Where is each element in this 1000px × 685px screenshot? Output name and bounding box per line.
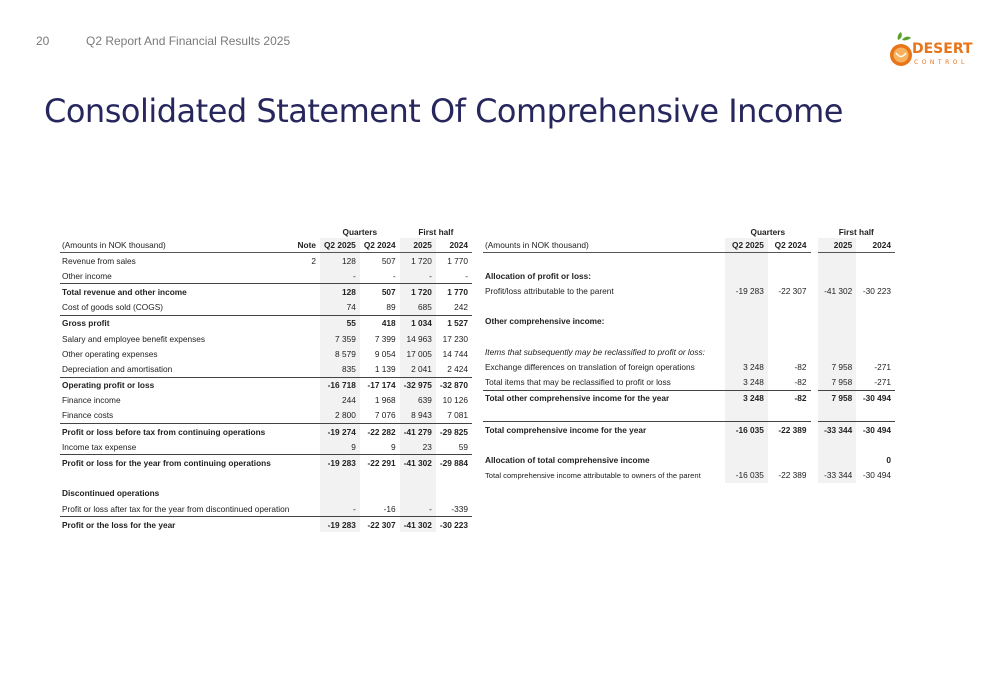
income-statement-table [60,225,472,532]
table-row [483,468,895,483]
value-h1-2025: 1 034 [400,315,436,331]
value-h1-2024: -29 884 [436,455,472,471]
value-q2-2024 [768,437,811,452]
value-q2-2025 [725,329,768,344]
report-title: Q2 Report And Financial Results 2025 [86,34,291,48]
row-label: Depreciation and amortisation [62,363,173,374]
table-row [483,390,895,406]
value-h1-2024: -30 494 [856,390,895,406]
value-q2-2024 [768,344,811,359]
comprehensive-income-table [483,225,895,483]
value-h1-2025: - [400,268,436,284]
row-label: Finance costs [62,410,114,421]
value-h1-2025: 639 [400,393,436,408]
row-label: Profit or loss for the year from continuing operations [60,455,293,471]
row-note [293,268,320,284]
value-h1-2024: -32 870 [436,377,472,393]
row-note [293,408,320,424]
table-row [60,471,472,486]
page-header [36,34,290,48]
column-gap [811,253,818,269]
row-label: Gross profit [60,315,293,331]
value-q2-2025: 244 [320,393,360,408]
value-q2-2025: -19 283 [320,455,360,471]
row-label: Total other comprehensive income for the year [483,390,725,406]
value-q2-2024: -22 389 [778,470,807,481]
value-q2-2025: 128 [320,253,360,269]
column-gap [811,452,818,467]
table-row [60,315,472,331]
value-h1-2025: 685 [400,300,436,316]
value-q2-2024: -82 [794,377,807,388]
row-label: Total comprehensive income for the year [483,422,725,438]
group-first-half: First half [418,226,454,237]
value-q2-2024 [768,253,811,269]
value-q2-2024 [768,452,811,467]
value-q2-2024: 1 968 [374,395,396,406]
value-q2-2025: -19 283 [725,283,768,298]
value-q2-2025: -16 035 [725,422,768,438]
column-gap [811,468,818,483]
column-gap [811,314,818,329]
value-h1-2025 [818,253,857,269]
row-note [293,439,320,455]
value-q2-2025 [725,299,768,314]
value-q2-2024: -22 291 [360,455,400,471]
value-q2-2025: 7 359 [320,331,360,346]
value-h1-2025: - [400,501,436,517]
row-label [483,329,725,344]
table-row [483,268,895,283]
value-q2-2025: 2 800 [320,408,360,424]
column-gap [811,299,818,314]
value-h1-2025: -33 344 [818,422,857,438]
value-h1-2024: 0 [886,455,891,466]
value-h1-2024 [856,406,895,422]
value-h1-2024: 1 770 [436,284,472,300]
table-row [483,452,895,467]
value-h1-2024: -30 494 [856,422,895,438]
value-h1-2025: -32 975 [400,377,436,393]
value-h1-2024 [856,344,895,359]
value-h1-2025: 7 958 [818,390,857,406]
row-label [483,437,725,452]
value-h1-2024: 1 527 [436,315,472,331]
row-note [293,346,320,361]
value-q2-2024 [768,268,811,283]
value-h1-2024: 59 [458,441,468,452]
table-row [483,406,895,422]
table-row [60,393,472,408]
value-h1-2025 [400,486,436,501]
value-h1-2024: 7 081 [447,410,468,421]
value-h1-2025: 7 958 [818,375,857,391]
value-h1-2025 [818,437,857,452]
row-note [293,501,320,517]
table-row [483,344,895,359]
value-q2-2025 [725,268,768,283]
column-gap [811,390,818,406]
row-note [293,377,320,393]
row-label: Allocation of total comprehensive income [485,455,650,466]
table-row [483,437,895,452]
table-row [60,517,472,533]
value-q2-2024: -82 [794,361,807,372]
table-row [60,346,472,361]
value-q2-2025: 128 [320,284,360,300]
value-q2-2025: -16 035 [725,468,768,483]
column-gap [811,344,818,359]
value-h1-2025: 8 943 [400,408,436,424]
row-label: Salary and employee benefit expenses [62,333,205,344]
value-h1-2024 [856,253,895,269]
table-row [483,329,895,344]
value-q2-2024: -16 [383,503,396,514]
value-h1-2024: -29 825 [436,424,472,440]
value-h1-2025 [818,329,857,344]
value-q2-2025 [725,344,768,359]
value-q2-2024 [768,329,811,344]
row-label: Profit/loss attributable to the parent [485,285,614,296]
value-q2-2025 [725,437,768,452]
col-header-q2-2024: Q2 2024 [768,238,811,253]
value-q2-2024: -22 307 [360,517,400,533]
row-label: Other operating expenses [62,348,158,359]
value-q2-2024: 9 054 [374,348,396,359]
value-h1-2024 [856,437,895,452]
table-row [60,408,472,424]
table-row [60,424,472,440]
col-header-h1-2024: 2024 [436,238,472,253]
value-q2-2024: 9 [391,441,396,452]
value-q2-2025: 3 248 [725,390,768,406]
column-gap [811,329,818,344]
column-gap [811,359,818,374]
value-q2-2025 [320,471,360,486]
value-q2-2025 [725,253,768,269]
group-quarters: Quarters [750,226,786,237]
row-label: Total items that may be reclassified to profit or loss [485,377,671,388]
value-q2-2025: -19 274 [320,424,360,440]
table-row [483,299,895,314]
group-first-half: First half [838,226,874,237]
value-h1-2024: -30 494 [862,470,891,481]
value-h1-2024 [856,268,895,283]
value-q2-2024: -22 307 [778,285,807,296]
row-label: Total revenue and other income [60,284,293,300]
value-h1-2024: 1 770 [447,255,468,266]
value-h1-2025: 1 720 [400,284,436,300]
table-row [60,253,472,269]
row-label: Income tax expense [62,441,137,452]
row-note [293,300,320,316]
value-q2-2024: 507 [381,255,396,266]
value-h1-2025: 2 041 [400,361,436,377]
row-note: 2 [311,255,316,266]
table-row [483,283,895,298]
value-q2-2024: -22 389 [768,422,811,438]
value-h1-2025: 1 720 [400,253,436,269]
value-q2-2024: 507 [360,284,400,300]
value-h1-2024 [856,329,895,344]
row-label: Revenue from sales [62,255,136,266]
value-h1-2024: -30 223 [436,517,472,533]
column-gap [811,283,818,298]
value-h1-2024: - [465,270,468,281]
value-q2-2025: 9 [320,439,360,455]
row-label: Profit or loss after tax for the year from discontinued operation [62,503,290,514]
row-label: Discontinued operations [62,488,160,499]
value-h1-2024: 17 230 [442,333,468,344]
row-note [293,424,320,440]
value-q2-2024 [768,299,811,314]
column-gap [811,406,818,422]
row-note [293,315,320,331]
table-row [60,361,472,377]
value-h1-2025: -41 302 [400,455,436,471]
value-h1-2024: -271 [874,377,891,388]
row-label: Allocation of profit or loss: [485,270,592,281]
value-h1-2025: 7 958 [818,359,857,374]
value-h1-2025 [818,406,857,422]
orange-fruit-icon [888,30,914,70]
row-note [293,284,320,300]
value-q2-2024: -22 282 [360,424,400,440]
row-note [293,486,320,501]
value-q2-2024: -17 174 [360,377,400,393]
value-h1-2024: 10 126 [442,395,468,406]
value-q2-2025: 8 579 [320,346,360,361]
page-number: 20 [36,34,50,48]
row-label [60,471,293,486]
value-h1-2025: -41 302 [818,283,857,298]
row-label [483,253,725,269]
company-logo [886,30,976,74]
value-q2-2025 [725,452,768,467]
row-label: Other income [62,270,112,281]
column-gap [811,437,818,452]
col-header-label: (Amounts in NOK thousand) [60,238,293,253]
row-label: Profit or loss before tax from continuing operations [60,424,293,440]
value-q2-2024 [768,406,811,422]
table-row [60,439,472,455]
value-q2-2024: 7 399 [374,333,396,344]
col-header-note: Note [293,238,320,253]
value-h1-2025: -41 302 [400,517,436,533]
value-q2-2024: -82 [768,390,811,406]
value-q2-2025: -19 283 [320,517,360,533]
row-note [293,331,320,346]
table-row [60,300,472,316]
row-label [483,406,725,422]
table-row [60,331,472,346]
row-note [293,455,320,471]
row-note [293,393,320,408]
value-h1-2024: -271 [874,361,891,372]
column-gap [811,422,818,438]
value-q2-2025 [725,406,768,422]
value-h1-2025: 14 963 [400,331,436,346]
value-h1-2024: 14 744 [442,348,468,359]
value-h1-2025 [818,299,857,314]
value-q2-2025: 3 248 [725,375,768,391]
row-label: Operating profit or loss [60,377,293,393]
value-h1-2024: 242 [454,302,468,313]
table-row [483,253,895,269]
col-header-q2-2025: Q2 2025 [320,238,360,253]
value-h1-2024 [856,299,895,314]
value-q2-2025: - [320,268,360,284]
table-row [60,377,472,393]
group-quarters: Quarters [342,226,378,237]
value-h1-2024 [436,486,472,501]
value-q2-2024 [768,314,811,329]
page-title: Consolidated Statement Of Comprehensive Income [44,92,843,130]
logo-text-desert: DESERT [912,41,973,57]
value-q2-2024: - [392,270,396,281]
value-h1-2025: 17 005 [400,346,436,361]
value-h1-2025: -41 279 [400,424,436,440]
table-row [60,501,472,517]
row-note [293,471,320,486]
value-h1-2024 [856,314,895,329]
logo-text-control: CONTROL [914,59,968,66]
table-row [483,314,895,329]
value-q2-2025: 74 [320,300,360,316]
col-header-h1-2025: 2025 [818,238,857,253]
value-h1-2025 [818,314,857,329]
value-h1-2025 [400,471,436,486]
value-q2-2024: 89 [386,302,396,313]
value-q2-2024 [360,486,400,501]
table-row [60,268,472,284]
value-q2-2025 [725,314,768,329]
row-note [293,517,320,533]
value-h1-2024: -339 [451,503,468,514]
value-q2-2025 [320,486,360,501]
col-header-q2-2025: Q2 2025 [725,238,768,253]
value-q2-2025: 835 [320,361,360,377]
value-q2-2024: 7 076 [374,410,396,421]
table-row [60,486,472,501]
value-q2-2024: 418 [360,315,400,331]
value-q2-2025: 3 248 [725,359,768,374]
row-note [293,361,320,377]
table-row [60,284,472,300]
column-gap [811,375,818,391]
value-q2-2025: 55 [320,315,360,331]
table-row [483,375,895,391]
value-q2-2025: - [320,501,360,517]
value-h1-2024: 2 424 [447,363,468,374]
row-label: Exchange differences on translation of foreign operations [485,361,695,372]
value-h1-2025 [818,268,857,283]
table-row [60,455,472,471]
value-h1-2025: -33 344 [818,468,857,483]
value-h1-2025 [818,452,857,467]
row-label: Profit or the loss for the year [60,517,293,533]
row-label: Items that subsequently may be reclassified to profit or loss: [485,346,705,357]
table-row [483,359,895,374]
value-q2-2024: 1 139 [374,363,396,374]
value-q2-2025: -16 718 [320,377,360,393]
value-q2-2024 [360,471,400,486]
table-row [483,422,895,438]
column-gap [811,268,818,283]
row-label: Finance income [62,395,121,406]
col-header-h1-2025: 2025 [400,238,436,253]
value-h1-2025 [818,344,857,359]
row-label: Other comprehensive income: [485,316,605,327]
row-label [483,299,725,314]
value-h1-2025: 23 [400,439,436,455]
value-h1-2024: -30 223 [862,285,891,296]
row-label: Total comprehensive income attributable to owners of the parent [485,470,701,480]
value-h1-2024 [436,471,472,486]
col-header-label: (Amounts in NOK thousand) [483,238,725,253]
col-header-h1-2024: 2024 [856,238,895,253]
row-label: Cost of goods sold (COGS) [62,302,163,313]
col-header-q2-2024: Q2 2024 [360,238,400,253]
